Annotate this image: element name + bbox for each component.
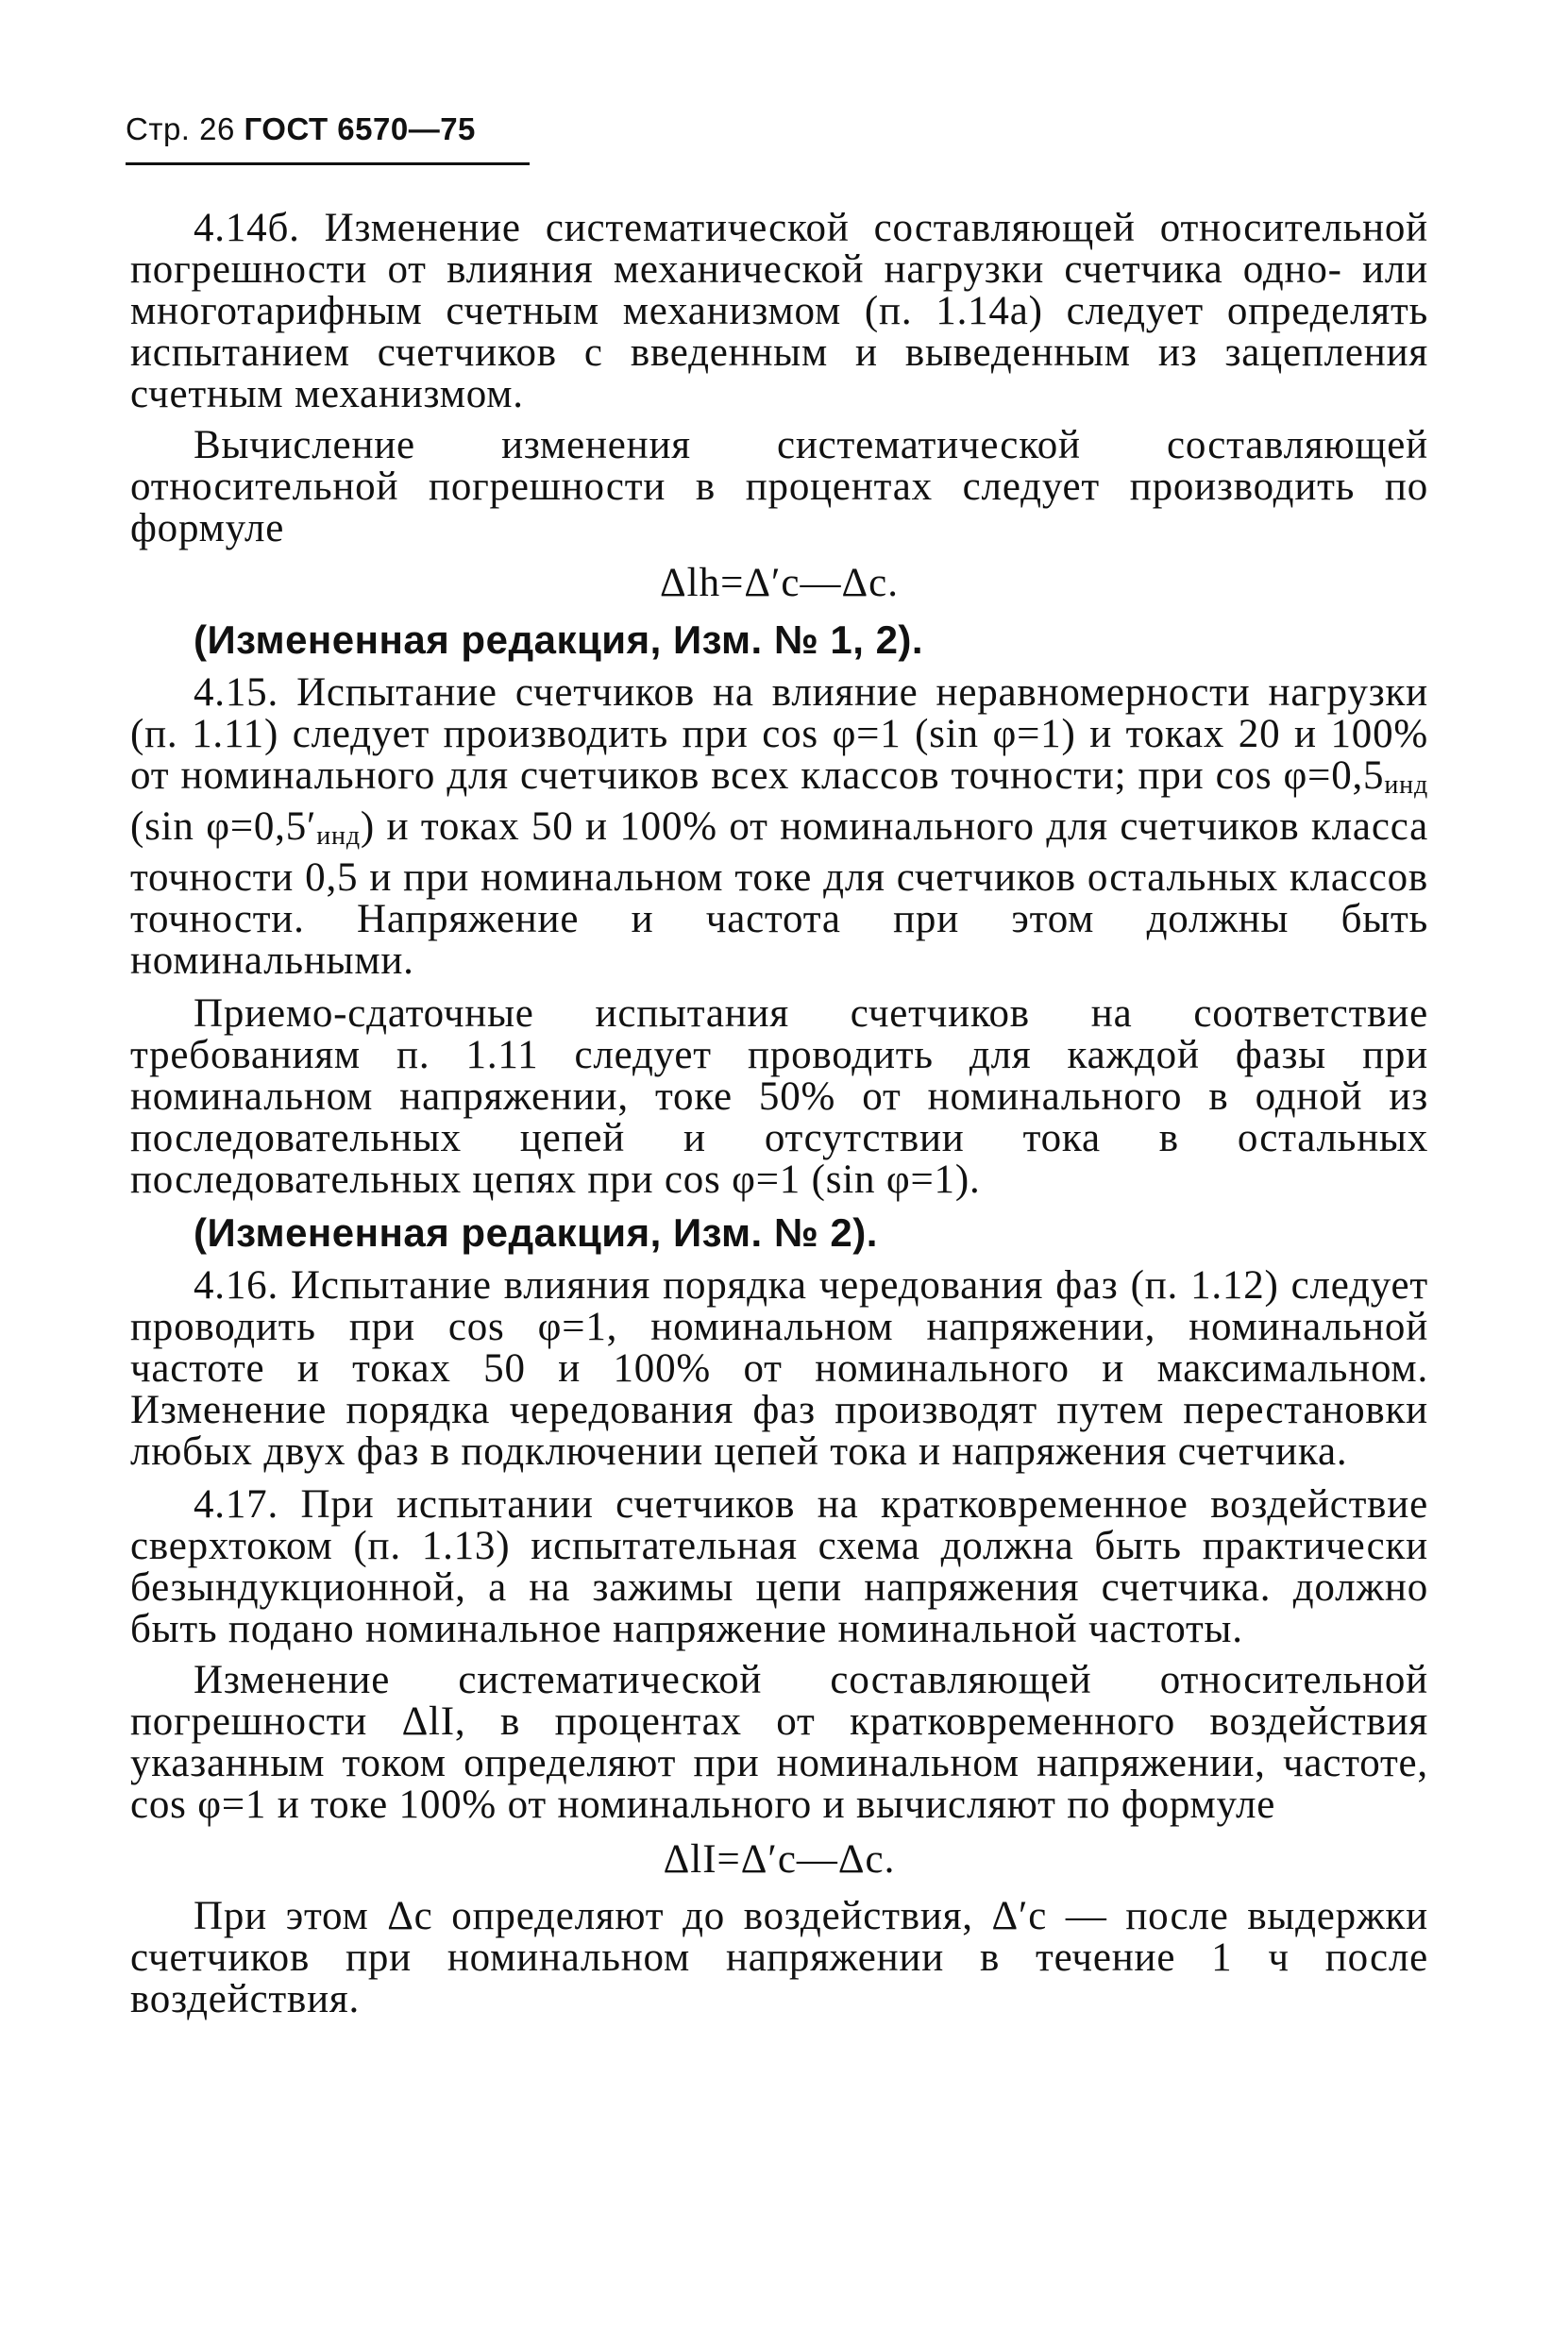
paragraph-4-15 <box>130 672 1428 982</box>
paragraph-4-17: 4.17. При испытании счетчиков на кратковременное воздействие сверхтоком (п. 1.13) испытательная схема должна быть практически безындукционной, а на зажимы цепи напряжения счетчика. должно быть подано номинальное напряжение номинальной частоты. <box>130 1482 1428 1651</box>
page-header <box>126 111 476 147</box>
document-body <box>130 208 1428 2032</box>
page-number: Стр. 26 <box>126 111 235 146</box>
paragraph-4-17-final: При этом Δc определяют до воздействия, Δ′c — после выдержки счетчиков при номинальном напряжении в течение 1 ч после воздействия. <box>130 1894 1428 2021</box>
revision-note-2: (Измененная редакция, Изм. № 2). <box>194 1210 878 1255</box>
subscript-ind-2: инд <box>316 821 361 851</box>
paragraph-4-15-part-b: (sin φ=0,5′ <box>130 804 317 849</box>
paragraph-4-15-acceptance: Приемо-сдаточные испытания счетчиков на соответствие требованиям п. 1.11 следует проводить для каждой фазы при номинальном напряжении, токе 50% от номинального в одной из последовательных цепей и отсутствии тока в остальных последовательных цепях при cos φ=1 (sin φ=1). <box>130 991 1428 1202</box>
formula-delta-lh: Δlh=Δ′c—Δc. <box>660 561 899 605</box>
paragraph-4-14b: 4.14б. Изменение систематической составляющей относительной погрешности от влияния механической нагрузки счетчика одно- или многотарифным счетным механизмом (п. 1.14а) следует определять испытанием счетчиков с введенным и выведенным из зацепления счетным механизмом. <box>130 206 1428 416</box>
subscript-ind-1: инд <box>1384 770 1428 800</box>
paragraph-4-15-part-a: 4.15. Испытание счетчиков на влияние неравномерности нагрузки (п. 1.11) следует производить при cos φ=1 (sin φ=1) и токах 20 и 100% от номинального для счетчиков всех классов точности; при cos φ=0,5 <box>130 670 1428 798</box>
formula-delta-li: ΔlI=Δ′c—Δc. <box>663 1837 896 1882</box>
paragraph-4-16: 4.16. Испытание влияния порядка чередования фаз (п. 1.12) следует проводить при cos φ=1, номинальном напряжении, номинальной частоте и токах 50 и 100% от номинального и максимальном. Изменение порядка чередования фаз производят путем перестановки любых двух фаз в подключении цепей тока и напряжения счетчика. <box>130 1263 1428 1474</box>
revision-note-1: (Измененная редакция, Изм. № 1, 2). <box>194 617 924 662</box>
standard-code: ГОСТ 6570—75 <box>244 111 476 146</box>
paragraph-4-17-calc: Изменение систематической составляющей относительной погрешности ΔlI, в процентах от кратковременного воздействия указанным током определяют при номинальном напряжении, частоте, cos φ=1 и токе 100% от номинального и вычисляют по формуле <box>130 1658 1428 1827</box>
paragraph-4-15-part-c: ) и токах 50 и 100% от номинального для счетчиков класса точности 0,5 и при номинальном токе для счетчиков остальных классов точности. Напряжение и частота при этом должны быть номинальными. <box>130 804 1428 983</box>
paragraph-4-14b-calc: Вычисление изменения систематической составляющей относительной погрешности в процентах следует производить по формуле <box>130 423 1428 550</box>
header-rule <box>126 162 530 165</box>
